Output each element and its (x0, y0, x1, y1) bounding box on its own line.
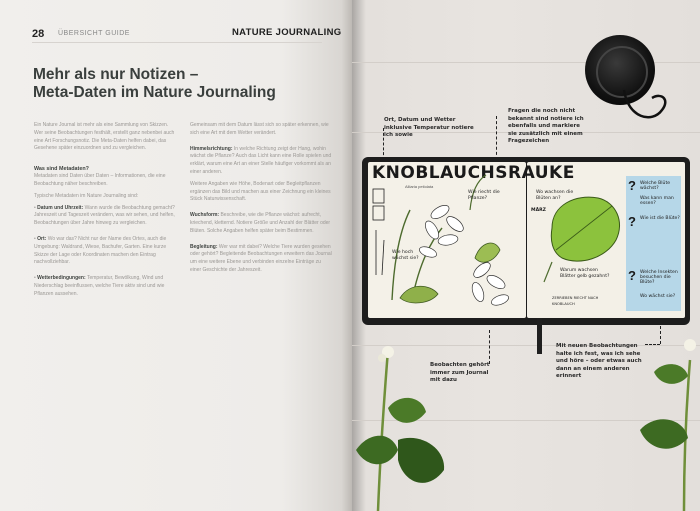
article-title-line-2: Meta-Daten im Nature Journaling (33, 84, 276, 101)
paragraph-text: Beschreibe, wie die Pflanze wächst: aufrecht, kriechend, kletternd. Notiere Größe und Anzahl der Blätter oder Blüten. Solche Angaben helfen später beim Bestimmen. (190, 212, 331, 234)
bullet-lead: Wetterbedingungen: (37, 275, 86, 282)
journal-date-box: MÄRZ (531, 208, 546, 213)
bullet-date-time: • Datum und Uhrzeit: Wann wurde die Beobachtung gemacht? Jahreszeit und Tageszeit verändern, was wir sehen, und helfen, Beobachtungen über Jahre hinweg zu vergleichen. (34, 204, 175, 227)
journal-note: Wie hoch wächst sie? (392, 250, 419, 261)
paragraph: Metadaten sind Daten über Daten – Informationen, die eine Beobachtung näher beschreiben. (34, 173, 166, 187)
bullet-weather: • Wetterbedingungen: Temperatur, Bewölkung, Wind und Niederschlag beeinflussen, welche Tiere aktiv sind und wie Pflanzen aussehen. (34, 275, 165, 297)
bullet-text: Temperatur, Bewölkung, Wind und Niederschlag beeinflussen, welche Tiere aktiv sind und wie Pflanzen aussehen. (34, 275, 165, 297)
question-item: Was kann man essen? (640, 196, 674, 207)
article-title-line-1: Mehr als nur Notizen – (33, 66, 199, 83)
question-mark-icon: ? (628, 268, 636, 283)
bullet-lead: Datum und Uhrzeit: (37, 204, 84, 211)
inline-heading: Himmelsrichtung: (190, 145, 233, 152)
bullet-lead: Ort: (37, 235, 47, 242)
subheading-metadata: Was sind Metadaten? (34, 166, 89, 173)
journal-note: Wo wachsen die Blüten an? (536, 190, 574, 201)
question-item: Welche Blüte wächst? (640, 181, 671, 192)
question-mark-icon: ? (628, 178, 636, 193)
question-item: Wo wächst sie? (640, 294, 676, 299)
journal-title: KNOBLAUCHSRAUKE (372, 163, 575, 183)
page-number: 28 (32, 28, 45, 40)
running-head: ÜBERSICHT GUIDE (58, 30, 130, 37)
question-item: Wie ist die Blüte? (640, 216, 680, 221)
paragraph: Typische Metadaten im Nature Journaling sind: (34, 192, 139, 199)
journal-note: Wie riecht die Pflanze? (468, 190, 500, 201)
intro-paragraph: Ein Nature Journal ist mehr als eine Sammlung von Skizzen. Wer seine Beobachtungen festhält, erstellt ganz nebenbei auch eine Art Forschungsnotiz. Die Meta-Daten helfen dabei, das Gesehene später einzuordnen und zu vergleichen. (34, 122, 175, 152)
journal-note: Warum wachsen Blätter gelb gezahnt? (560, 268, 610, 279)
inline-heading: Wuchsform: (190, 212, 220, 219)
callout-bottom-left: Beobachten gehört immer zum Journal mit dazu (430, 362, 490, 383)
paragraph: Gemeinsam mit dem Datum lässt sich so später erkennen, wie sich eine Art mit dem Wetter verändert. (190, 122, 329, 136)
section-label: NATURE JOURNALING (232, 27, 342, 38)
callout-top-right: Fragen die noch nicht bekannt sind notiere ich ebenfalls und markiere sie zusätzlich mit einem Fragezeichen (508, 108, 584, 144)
paragraph: Weitere Angaben wie Höhe, Bodenart oder Begleitpflanzen ergänzen das Bild und machen aus einer Zeichnung ein kleines Stück Naturwissenschaft. (190, 180, 331, 203)
inline-heading: Begleitung: (190, 243, 218, 250)
question-item: Welche Insekten besuchen die Blüte? (640, 270, 678, 286)
callout-bottom-right: Mit neuen Beobachtungen halte ich fest, was ich sehe und höre – oder etwas auch dann an einem anderen erinnert (556, 343, 642, 379)
question-mark-icon: ? (628, 214, 636, 229)
bullet-text: Wann wurde die Beobachtung gemacht? Jahreszeit und Tageszeit verändern, was wir sehen, und helfen, Beobachtungen über Jahre hinweg zu vergleichen. (34, 204, 175, 227)
bullet-location: • Ort: Wo war das? Nicht nur der Name des Ortes, auch die Umgebung: Waldrand, Wiese, Bachufer, Garten. Eine kurze Skizze der Lage oder Koordinaten machen den Eintrag nachvollziehbar. (34, 235, 167, 266)
callout-top-left: Ort, Datum und Wetter inklusive Temperatur notiere ich sowie (384, 117, 474, 138)
journal-subtitle: Alliaria petiolata (405, 184, 434, 189)
paragraph-text: In welche Richtung zeigt der Hang, wohin wächst die Pflanze? Auch das Licht kann eine Rolle spielen und erklärt, warum eine Art an einer Stelle häufiger vorkommt als an einer anderen. (190, 145, 332, 175)
bullet-text: Wo war das? Nicht nur der Name des Ortes, auch die Umgebung: Waldrand, Wiese, Bachufer, Garten. Eine kurze Skizze der Lage oder Koordinaten machen den Eintrag nachvollziehbar. (34, 235, 167, 266)
journal-note: ZERRIEBEN RIECHT NACH KNOBLAUCH (552, 296, 599, 306)
paragraph-text: Wer war mit dabei? Welche Tiere wurden gesehen oder gehört? Begleitende Beobachtungen erweitern das Journal um eine weitere Ebene und verbinden einzelne Einträge zu einer Geschichte der Jahreszeit. (190, 243, 332, 273)
